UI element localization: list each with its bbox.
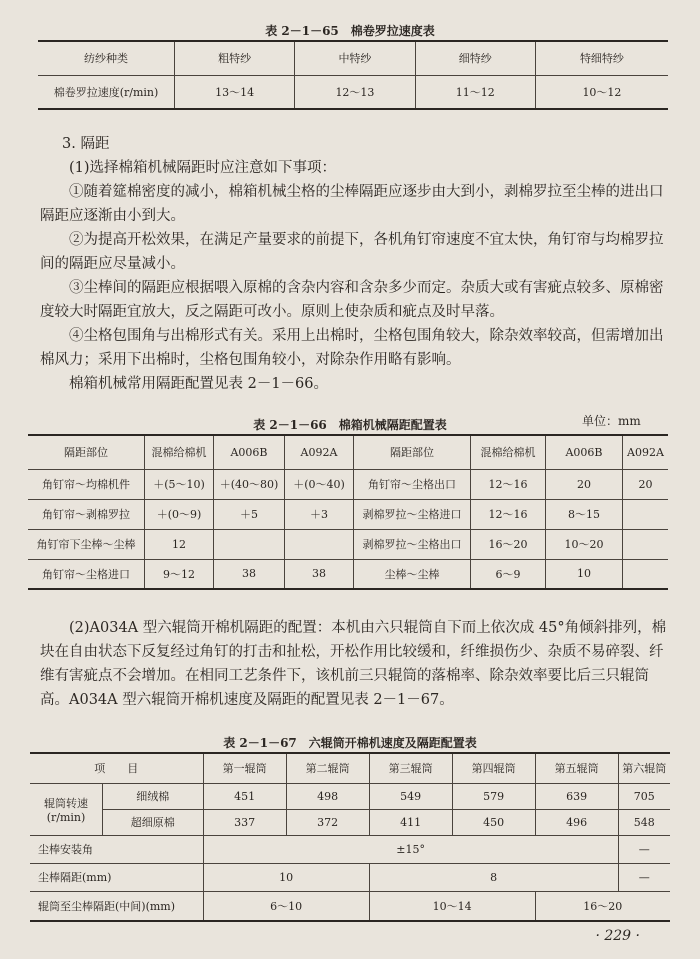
t67-speed-r0-v3: 579	[452, 783, 535, 809]
para-2: (2)A034A 型六辊筒开棉机隔距的配置：本机由六只辊筒自下而上依次成 45°角倾斜排列，棉块在自由状态下反复经过角钉的打击和扯松，开松作用比较缓和，纤维损伤少、杂质不易碎裂、纤维有害疵点不会增加。在相同工艺条件下，该机前三只辊筒的落棉率、除杂效率要比后三只辊筒高。A034A 型六辊筒开棉机速度及隔距的配置见表 2－1－67。	[40, 620, 667, 708]
t66-r0-c2: ＋(40～80)	[214, 469, 285, 499]
t67-header-2: 第三辊筒	[369, 753, 452, 783]
t67-speed-r0-v5: 705	[618, 783, 670, 809]
t66-r0-c0: 角钉帘～均棉机件	[28, 469, 145, 499]
t66-r2-c0: 角钉帘下尘棒～尘棒	[28, 529, 145, 559]
t67-roller-gap-label: 辊筒至尘棒隔距(中间)(mm)	[30, 891, 203, 921]
t67-angle-value: ±15°	[203, 835, 618, 863]
t67-speed-label: 辊筒转速 (r/min)	[30, 783, 103, 835]
page-number: · 229 ·	[595, 928, 640, 944]
t67-speed-r1-v4: 496	[535, 809, 618, 835]
t66-header-3: A092A	[285, 435, 354, 469]
t66-r0-c4: 角钉帘～尘格出口	[354, 469, 471, 499]
t67-header-4: 第五辊筒	[535, 753, 618, 783]
table-66-unit: 单位：mm	[582, 414, 641, 428]
table-65	[38, 40, 668, 110]
t67-header-1: 第二辊筒	[286, 753, 369, 783]
table-66-caption: 表 2－1－66 棉箱机械隔距配置表	[253, 418, 447, 432]
t67-roller-gap-a: 6～10	[203, 891, 369, 921]
table-67	[30, 752, 670, 922]
t67-gap-last: —	[618, 863, 670, 891]
t65-header-3: 细特纱	[415, 41, 535, 75]
t66-r3-c1: 9～12	[145, 559, 214, 589]
t65-value-2: 11～12	[415, 75, 535, 109]
t66-r1-c4: 剥棉罗拉～尘格进口	[354, 499, 471, 529]
t66-header-1: 混棉给棉机	[145, 435, 214, 469]
t67-gap-label: 尘棒隔距(mm)	[30, 863, 203, 891]
t65-value-0: 13～14	[175, 75, 295, 109]
t66-header-2: A006B	[214, 435, 285, 469]
t67-speed-r1-label: 超细原棉	[103, 809, 204, 835]
para-2-body	[40, 616, 670, 712]
t66-r3-c7	[623, 559, 669, 589]
t67-speed-r0-v0: 451	[203, 783, 286, 809]
t66-r0-c6: 20	[546, 469, 623, 499]
s3-para-6: 棉箱机械常用隔距配置见表 2－1－66。	[69, 376, 329, 392]
t67-item-label: 项 目	[30, 753, 203, 783]
t67-speed-r0-v1: 498	[286, 783, 369, 809]
t66-r1-c0: 角钉帘～剥棉罗拉	[28, 499, 145, 529]
t66-r0-c3: ＋(0～40)	[285, 469, 354, 499]
t66-r3-c5: 6～9	[471, 559, 546, 589]
t67-speed-r0-v2: 549	[369, 783, 452, 809]
t67-speed-r1-v5: 548	[618, 809, 670, 835]
t67-header-0: 第一辊筒	[203, 753, 286, 783]
s3-para-5: ④尘格包围角与出棉形式有关。采用上出棉时，尘格包围角较大，除杂效率较高，但需增加出棉风力；采用下出棉时，尘格包围角较小，对除杂作用略有影响。	[40, 328, 664, 368]
t67-speed-r0-v4: 639	[535, 783, 618, 809]
t65-value-1: 12～13	[295, 75, 415, 109]
t66-r2-c4: 剥棉罗拉～尘格出口	[354, 529, 471, 559]
t66-header-4: 隔距部位	[354, 435, 471, 469]
t66-r2-c7	[623, 529, 669, 559]
t67-speed-r1-v2: 411	[369, 809, 452, 835]
t66-r1-c2: ＋5	[214, 499, 285, 529]
t67-roller-gap-c: 16～20	[535, 891, 670, 921]
t66-r2-c3	[285, 529, 354, 559]
s3-para-1: (1)选择棉箱机械隔距时应注意如下事项：	[69, 160, 337, 176]
t66-header-6: A006B	[546, 435, 623, 469]
t67-speed-r1-v0: 337	[203, 809, 286, 835]
t66-r2-c6: 10～20	[546, 529, 623, 559]
t67-speed-r1-v1: 372	[286, 809, 369, 835]
t66-r3-c4: 尘棒～尘棒	[354, 559, 471, 589]
t66-r1-c1: ＋(0～9)	[145, 499, 214, 529]
t66-header-5: 混棉给棉机	[471, 435, 546, 469]
t67-angle-label: 尘棒安装角	[30, 835, 203, 863]
s3-para-4: ③尘棒间的隔距应根据喂入原棉的含杂内容和含杂多少而定。杂质大或有害疵点较多、原棉密度较大时隔距宜放大，反之隔距可改小。原则上使杂质和疵点及时早落。	[40, 280, 664, 320]
t65-header-4: 特细特纱	[535, 41, 668, 75]
t67-header-3: 第四辊筒	[452, 753, 535, 783]
t67-gap-a: 10	[203, 863, 369, 891]
t67-roller-gap-b: 10～14	[369, 891, 535, 921]
t66-r1-c5: 12～16	[471, 499, 546, 529]
section-3-body	[40, 156, 670, 396]
t66-r2-c1: 12	[145, 529, 214, 559]
table-65-caption: 表 2－1－65 棉卷罗拉速度表	[265, 24, 435, 38]
t65-header-2: 中特纱	[295, 41, 415, 75]
t65-value-3: 10～12	[535, 75, 668, 109]
t66-r1-c7	[623, 499, 669, 529]
s3-para-3: ②为提高开松效果，在满足产量要求的前提下，各机角钉帘速度不宜太快，角钉帘与均棉罗拉间的隔距应尽量减小。	[40, 232, 664, 272]
section-3-heading: 3. 隔距	[62, 136, 110, 152]
t65-row-label: 棉卷罗拉速度(r/min)	[38, 75, 175, 109]
t66-header-0: 隔距部位	[28, 435, 145, 469]
t67-header-5: 第六辊筒	[618, 753, 670, 783]
t66-r0-c5: 12～16	[471, 469, 546, 499]
t66-header-7: A092A	[623, 435, 669, 469]
t67-speed-r0-label: 细绒棉	[103, 783, 204, 809]
t67-speed-r1-v3: 450	[452, 809, 535, 835]
t65-header-0: 纺纱种类	[38, 41, 175, 75]
t66-r1-c3: ＋3	[285, 499, 354, 529]
table-66	[28, 434, 668, 590]
t66-r3-c2: 38	[214, 559, 285, 589]
t66-r2-c2	[214, 529, 285, 559]
t67-angle-last: —	[618, 835, 670, 863]
t66-r0-c1: ＋(5～10)	[145, 469, 214, 499]
t65-header-1: 粗特纱	[175, 41, 295, 75]
t67-gap-b: 8	[369, 863, 618, 891]
t66-r1-c6: 8～15	[546, 499, 623, 529]
t66-r3-c6: 10	[546, 559, 623, 589]
t66-r3-c3: 38	[285, 559, 354, 589]
table-67-caption: 表 2－1－67 六辊筒开棉机速度及隔距配置表	[223, 736, 477, 750]
t66-r3-c0: 角钉帘～尘格进口	[28, 559, 145, 589]
t66-r0-c7: 20	[623, 469, 669, 499]
t66-r2-c5: 16～20	[471, 529, 546, 559]
s3-para-2: ①随着筵棉密度的减小，棉箱机械尘格的尘棒隔距应逐步由大到小，剥棉罗拉至尘棒的进出口隔距应逐渐由小到大。	[40, 184, 664, 224]
